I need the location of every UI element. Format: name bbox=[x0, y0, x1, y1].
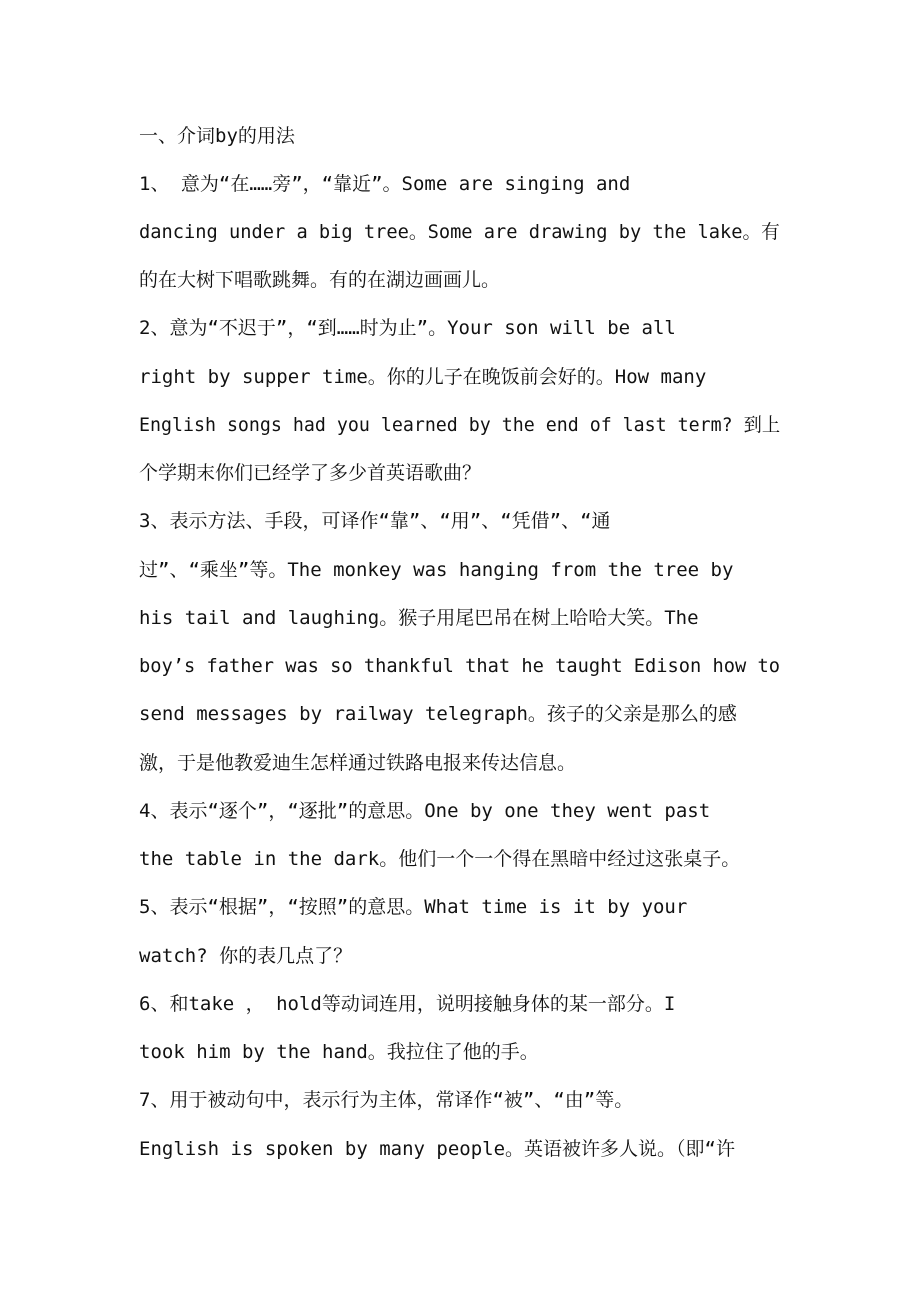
text-line: his tail and laughing。猴子用尾巴吊在树上哈哈大笑。The bbox=[139, 607, 699, 629]
text-line: 4、表示“逐个”，“逐批”的意思。One by one they went past bbox=[139, 800, 711, 822]
text-line: 7、用于被动句中，表示行为主体，常译作“被”、“由”等。 bbox=[139, 1089, 634, 1111]
text-line: 个学期末你们已经学了多少首英语歌曲？ bbox=[139, 462, 482, 484]
text-line: 过”、“乘坐”等。The monkey was hanging from the tree by bbox=[139, 559, 734, 581]
text-line: 1、 意为“在……旁”，“靠近”。Some are singing and bbox=[139, 173, 631, 195]
text-line: 的在大树下唱歌跳舞。有的在湖边画画儿。 bbox=[139, 269, 501, 291]
text-line: send messages by railway telegraph。孩子的父亲是那么的感 bbox=[139, 703, 737, 725]
text-line: 5、表示“根据”，“按照”的意思。What time is it by your bbox=[139, 896, 688, 918]
text-line: 2、意为“不迟于”，“到……时为止”。Your son will be all bbox=[139, 317, 676, 339]
text-line: watch? 你的表几点了？ bbox=[139, 945, 353, 967]
text-line: English is spoken by many people。英语被许多人说。（即“许 bbox=[139, 1138, 735, 1160]
section-heading: 一、介词by的用法 bbox=[139, 125, 295, 147]
text-line: right by supper time。你的儿子在晚饭前会好的。How many bbox=[139, 366, 707, 388]
text-line: the table in the dark。他们一个一个得在黑暗中经过这张桌子。 bbox=[139, 848, 741, 870]
text-line: 3、表示方法、手段，可译作“靠”、“用”、“凭借”、“通 bbox=[139, 510, 611, 532]
text-line: 6、和take ， hold等动词连用，说明接触身体的某一部分。I bbox=[139, 993, 676, 1015]
text-line: 激，于是他教爱迪生怎样通过铁路电报来传达信息。 bbox=[139, 752, 577, 774]
text-line: English songs had you learned by the end of last term? 到上 bbox=[139, 414, 781, 436]
text-line: dancing under a big tree。Some are drawing by the lake。有 bbox=[139, 221, 780, 243]
text-line: boy’s father was so thankful that he taught Edison how to bbox=[139, 655, 781, 677]
text-line: took him by the hand。我拉住了他的手。 bbox=[139, 1041, 539, 1063]
